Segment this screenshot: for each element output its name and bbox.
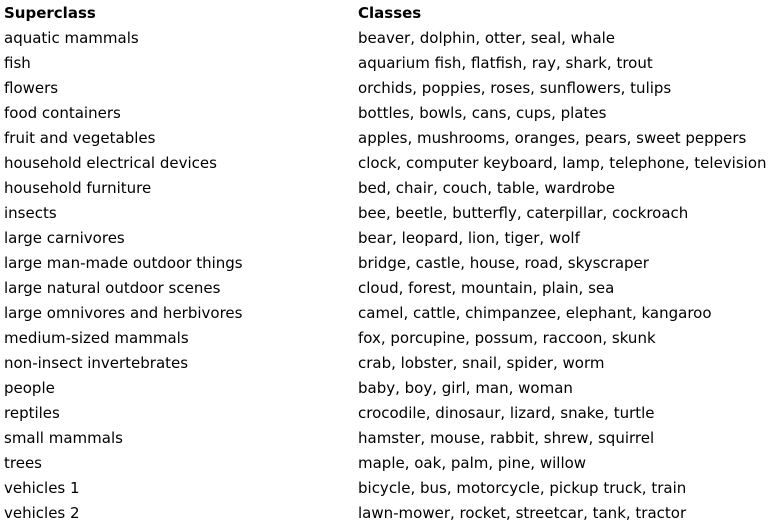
superclass-cell: insects [4, 203, 57, 222]
superclass-cell: small mammals [4, 428, 123, 447]
superclass-cell: non-insect invertebrates [4, 353, 189, 372]
classes-cell: crocodile, dinosaur, lizard, snake, turtle [358, 403, 655, 422]
classes-cell: bed, chair, couch, table, wardrobe [358, 178, 616, 197]
table-row [4, 300, 773, 325]
superclass-cell: trees [4, 453, 42, 472]
table-row [4, 500, 773, 525]
classes-cell: apples, mushrooms, oranges, pears, sweet peppers [358, 128, 747, 147]
superclass-table [4, 0, 773, 525]
superclass-cell: household furniture [4, 178, 152, 197]
superclass-cell: vehicles 1 [4, 478, 80, 497]
superclass-cell: medium-sized mammals [4, 328, 189, 347]
classes-header: Classes [358, 3, 422, 22]
classes-cell: clock, computer keyboard, lamp, telephone, television [358, 153, 767, 172]
table-row [4, 275, 773, 300]
classes-cell: camel, cattle, chimpanzee, elephant, kangaroo [358, 303, 712, 322]
table-row [4, 100, 773, 125]
classes-cell: hamster, mouse, rabbit, shrew, squirrel [358, 428, 655, 447]
table-row [4, 375, 773, 400]
classes-cell: baby, boy, girl, man, woman [358, 378, 573, 397]
table-row [4, 175, 773, 200]
table-row [4, 350, 773, 375]
table-row [4, 425, 773, 450]
superclass-cell: people [4, 378, 55, 397]
superclass-cell: food containers [4, 103, 121, 122]
classes-cell: beaver, dolphin, otter, seal, whale [358, 28, 616, 47]
classes-cell: maple, oak, palm, pine, willow [358, 453, 587, 472]
table-row [4, 475, 773, 500]
table-body [4, 25, 773, 525]
table-row [4, 125, 773, 150]
superclass-header: Superclass [4, 3, 96, 22]
classes-cell: bridge, castle, house, road, skyscraper [358, 253, 649, 272]
superclass-cell: flowers [4, 78, 59, 97]
classes-cell: crab, lobster, snail, spider, worm [358, 353, 605, 372]
classes-cell: bee, beetle, butterfly, caterpillar, cockroach [358, 203, 689, 222]
table-row [4, 200, 773, 225]
table-row [4, 50, 773, 75]
superclass-cell: aquatic mammals [4, 28, 139, 47]
table-row [4, 75, 773, 100]
superclass-cell: household electrical devices [4, 153, 217, 172]
classes-cell: fox, porcupine, possum, raccoon, skunk [358, 328, 656, 347]
table-row [4, 325, 773, 350]
superclass-cell: large carnivores [4, 228, 125, 247]
table-row [4, 150, 773, 175]
table-row [4, 450, 773, 475]
classes-cell: cloud, forest, mountain, plain, sea [358, 278, 615, 297]
superclass-cell: large omnivores and herbivores [4, 303, 243, 322]
table-row [4, 225, 773, 250]
table-row [4, 250, 773, 275]
classes-cell: bicycle, bus, motorcycle, pickup truck, train [358, 478, 687, 497]
superclass-cell: large natural outdoor scenes [4, 278, 221, 297]
classes-cell: aquarium fish, flatfish, ray, shark, trout [358, 53, 653, 72]
classes-cell: bear, leopard, lion, tiger, wolf [358, 228, 580, 247]
classes-cell: bottles, bowls, cans, cups, plates [358, 103, 607, 122]
classes-cell: orchids, poppies, roses, sunflowers, tulips [358, 78, 672, 97]
classes-cell: lawn-mower, rocket, streetcar, tank, tractor [358, 503, 687, 522]
superclass-cell: vehicles 2 [4, 503, 80, 522]
table-row [4, 25, 773, 50]
table-header-row [4, 0, 773, 25]
superclass-cell: large man-made outdoor things [4, 253, 243, 272]
superclass-cell: fruit and vegetables [4, 128, 156, 147]
superclass-cell: fish [4, 53, 31, 72]
table-row [4, 400, 773, 425]
superclass-cell: reptiles [4, 403, 60, 422]
